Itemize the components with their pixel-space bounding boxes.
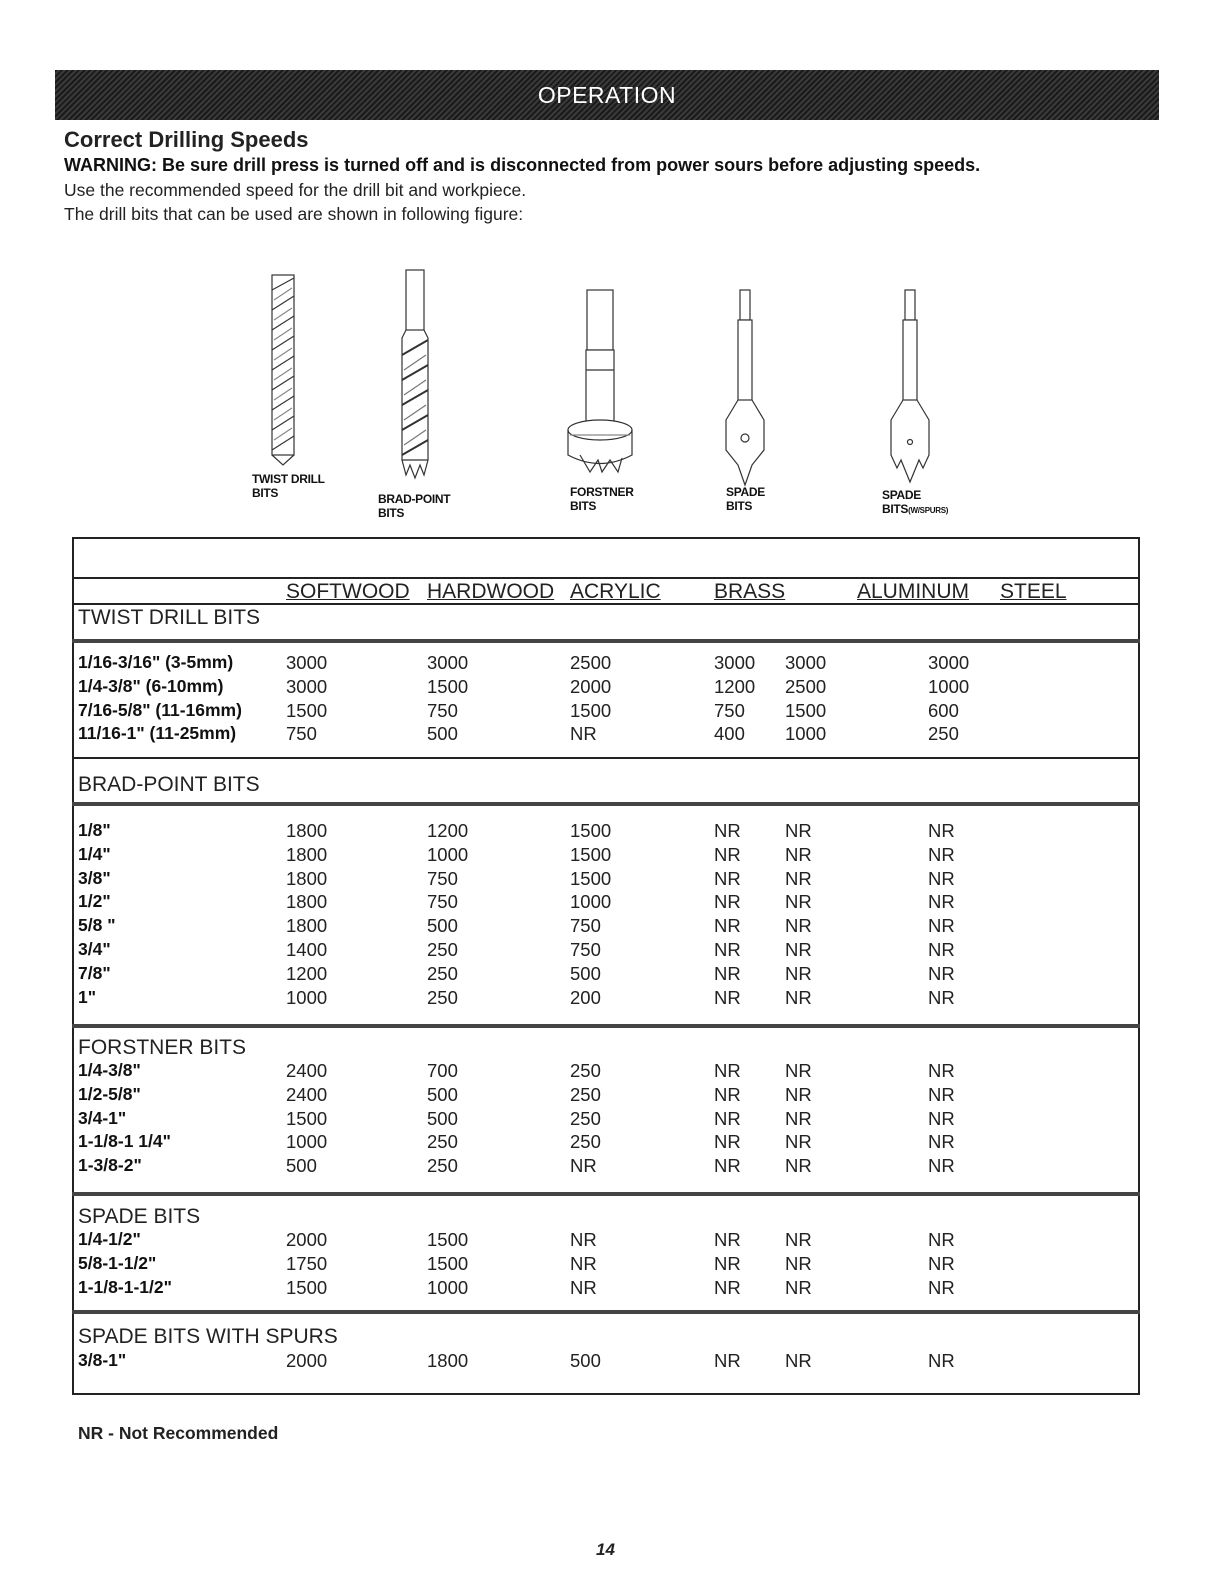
- speed-cell: 1500: [427, 1252, 469, 1274]
- group-title-twist: TWIST DRILL BITS: [78, 606, 261, 629]
- speed-cell: NR: [785, 915, 812, 937]
- group-title-brad-point: BRAD-POINT BITS: [78, 773, 260, 796]
- speed-cell: 1500: [785, 699, 827, 721]
- speed-cell: 750: [714, 699, 745, 721]
- speed-cell: NR: [714, 1155, 741, 1177]
- row-size-label: 1-1/8-1-1/2": [78, 1276, 172, 1297]
- speed-cell: 1500: [286, 1107, 328, 1129]
- table-rule: [72, 802, 1140, 806]
- speed-cell: 3000: [928, 652, 970, 673]
- speed-cell: 200: [570, 986, 601, 1008]
- speed-cell: 1800: [427, 1350, 469, 1371]
- section-title: Correct Drilling Speeds: [64, 127, 309, 152]
- speed-cell: NR: [928, 1060, 955, 1081]
- speed-cell: 1000: [785, 723, 827, 745]
- spade-bit-icon: [726, 290, 764, 485]
- group-title-spade: SPADE BITS: [78, 1205, 201, 1228]
- speed-cell: NR: [785, 986, 812, 1008]
- row-size-label: 1/4-1/2": [78, 1229, 141, 1249]
- group-title-spade-spurs: SPADE BITS WITH SPURS: [78, 1325, 338, 1348]
- speed-cell: 250: [427, 986, 458, 1008]
- column-header-acrylic: ACRYLIC: [570, 580, 661, 603]
- brad-point-bit-icon: [402, 270, 428, 478]
- speed-cell: 500: [427, 723, 458, 745]
- speed-cell: NR: [785, 1229, 812, 1250]
- speed-cell: 250: [570, 1107, 601, 1129]
- row-size-label: 1/2-5/8": [78, 1083, 141, 1104]
- speed-cell: 1800: [286, 891, 328, 913]
- speed-cell: NR: [714, 962, 741, 984]
- warning-text: WARNING: Be sure drill press is turned off and is disconnected from power sours before adjusting speeds.: [64, 155, 981, 175]
- speed-cell: 2000: [286, 1350, 328, 1371]
- speed-cell: 1000: [427, 1276, 469, 1298]
- speed-cell: 250: [570, 1131, 601, 1153]
- speed-cell: 250: [570, 1060, 601, 1081]
- drill-bits-figure: [230, 260, 1010, 530]
- speed-cell: 2400: [286, 1060, 328, 1081]
- speed-cell: 1500: [286, 1276, 328, 1298]
- speed-cell: 750: [570, 915, 601, 937]
- speed-cell: 1400: [286, 939, 328, 960]
- speed-cell: 500: [286, 1155, 317, 1177]
- speed-cell: 500: [570, 1350, 601, 1371]
- speed-cell: 2000: [570, 675, 612, 697]
- banner-title: OPERATION: [537, 81, 677, 108]
- speed-cell: NR: [714, 1252, 741, 1274]
- speed-cell: NR: [570, 723, 597, 745]
- speed-cell: 1200: [427, 820, 469, 841]
- speed-cell: NR: [714, 843, 741, 865]
- speed-cell: NR: [928, 962, 955, 984]
- speed-cell: 3000: [785, 652, 827, 673]
- column-header-brass: BRASS: [714, 580, 786, 603]
- table-rule: [72, 757, 1140, 759]
- speed-cell: NR: [928, 1229, 955, 1250]
- speed-cell: 1500: [570, 867, 612, 889]
- row-size-label: 5/8-1-1/2": [78, 1252, 157, 1273]
- speed-cell: NR: [785, 1131, 812, 1153]
- speed-cell: NR: [785, 1350, 812, 1371]
- speed-cell: NR: [928, 843, 955, 865]
- speed-cell: 1200: [286, 962, 328, 984]
- speed-cell: 400: [714, 723, 745, 745]
- column-header-softwood: SOFTWOOD: [286, 580, 410, 603]
- speed-cell: 3000: [714, 652, 756, 673]
- speed-cell: NR: [714, 915, 741, 937]
- column-header-hardwood: HARDWOOD: [427, 580, 555, 603]
- row-size-label: 1/8": [78, 820, 111, 840]
- speed-cell: NR: [928, 1252, 955, 1274]
- speed-cell: 600: [928, 699, 959, 721]
- row-size-label: 1-1/8-1 1/4": [78, 1131, 171, 1152]
- intro-line-2: The drill bits that can be used are shown in following figure:: [64, 204, 524, 224]
- speed-cell: 3000: [286, 652, 328, 673]
- speed-cell: 1800: [286, 867, 328, 889]
- speed-cell: NR: [785, 1107, 812, 1129]
- row-size-label: 1/16-3/16" (3-5mm): [78, 652, 234, 672]
- row-size-label: 1/2": [78, 891, 111, 912]
- speed-cell: 250: [570, 1083, 601, 1105]
- forstner-bit-icon: [568, 290, 632, 472]
- speed-cell: NR: [785, 867, 812, 889]
- row-size-label: 1/4-3/8" (6-10mm): [78, 675, 224, 696]
- footnote: NR - Not Recommended: [78, 1423, 279, 1443]
- table-rule: [72, 577, 1140, 579]
- speed-cell: 1200: [714, 675, 756, 697]
- speed-cell: NR: [785, 891, 812, 913]
- bit-label-spade-spurs: SPADE BITS(W/SPURS): [882, 488, 949, 516]
- speed-cell: NR: [928, 1131, 955, 1153]
- twist-drill-bit-icon: [272, 275, 294, 465]
- speed-cell: NR: [714, 1107, 741, 1129]
- speed-cell: 500: [427, 1107, 458, 1129]
- speed-cell: 750: [427, 867, 458, 889]
- speed-cell: 3000: [427, 652, 469, 673]
- speed-cell: NR: [928, 915, 955, 937]
- speed-cell: 750: [570, 939, 601, 960]
- speed-cell: 1500: [427, 675, 469, 697]
- speed-cell: 2000: [286, 1229, 328, 1250]
- speed-cell: 1000: [427, 843, 469, 865]
- speed-cell: NR: [570, 1276, 597, 1298]
- table-rule: [72, 1024, 1140, 1028]
- bit-label-brad-point: BRAD-POINT BITS: [378, 492, 451, 520]
- page-number: 14: [596, 1540, 615, 1559]
- row-size-label: 1-3/8-2": [78, 1155, 142, 1176]
- table-rule: [72, 1310, 1140, 1314]
- speed-cell: NR: [928, 1083, 955, 1105]
- speed-cell: 2500: [785, 675, 827, 697]
- row-size-label: 7/8": [78, 962, 111, 983]
- speed-cell: NR: [570, 1252, 597, 1274]
- speed-cell: NR: [714, 820, 741, 841]
- speed-cell: 500: [427, 1083, 458, 1105]
- speed-cell: 250: [427, 962, 458, 984]
- speed-cell: NR: [785, 1083, 812, 1105]
- speed-cell: 1000: [286, 1131, 328, 1153]
- section-banner: [55, 70, 1159, 120]
- speed-cell: NR: [928, 1350, 955, 1371]
- speed-cell: 250: [427, 939, 458, 960]
- row-size-label: 5/8 ": [78, 915, 116, 936]
- speed-cell: NR: [785, 843, 812, 865]
- speed-cell: 1000: [286, 986, 328, 1008]
- speed-cell: 2500: [570, 652, 612, 673]
- speed-cell: 1000: [570, 891, 612, 913]
- bit-label-forstner: FORSTNER BITS: [570, 485, 634, 513]
- speed-cell: NR: [714, 891, 741, 913]
- column-header-aluminum: ALUMINUM: [857, 580, 970, 603]
- speed-cell: NR: [714, 1131, 741, 1153]
- speed-cell: 500: [427, 915, 458, 937]
- speed-cell: NR: [714, 939, 741, 960]
- bit-label-spade: SPADE BITS: [726, 485, 765, 513]
- speed-cell: 1500: [570, 820, 612, 841]
- spade-spurs-bit-icon: [891, 290, 929, 482]
- intro-line-1: Use the recommended speed for the drill bit and workpiece.: [64, 180, 527, 200]
- speed-cell: NR: [928, 1107, 955, 1129]
- speed-cell: 1800: [286, 843, 328, 865]
- row-size-label: 1/4": [78, 843, 111, 864]
- speed-cell: NR: [928, 986, 955, 1008]
- speed-cell: NR: [928, 891, 955, 913]
- speed-cell: 1750: [286, 1252, 328, 1274]
- speed-cell: NR: [714, 1350, 741, 1371]
- speed-cell: NR: [928, 1276, 955, 1298]
- row-size-label: 3/8-1": [78, 1350, 127, 1370]
- speed-cell: NR: [570, 1229, 597, 1250]
- row-size-label: 3/8": [78, 867, 111, 888]
- speed-cell: 750: [427, 891, 458, 913]
- row-size-label: 3/4": [78, 939, 111, 959]
- speed-cell: 1500: [427, 1229, 469, 1250]
- speed-cell: 1500: [570, 843, 612, 865]
- speed-cell: NR: [570, 1155, 597, 1177]
- speed-cell: 500: [570, 962, 601, 984]
- speed-cell: 1000: [928, 675, 970, 697]
- speed-cell: NR: [785, 939, 812, 960]
- speed-cell: NR: [785, 1060, 812, 1081]
- speed-cell: 250: [427, 1131, 458, 1153]
- row-size-label: 1/4-3/8": [78, 1060, 141, 1080]
- speed-cell: 1500: [286, 699, 328, 721]
- speed-cell: 700: [427, 1060, 458, 1081]
- speed-cell: NR: [714, 1083, 741, 1105]
- speed-cell: 250: [928, 723, 959, 745]
- speed-cell: NR: [714, 867, 741, 889]
- speed-cell: 1800: [286, 915, 328, 937]
- speed-cell: NR: [785, 1155, 812, 1177]
- speed-cell: NR: [785, 962, 812, 984]
- speed-cell: NR: [785, 1276, 812, 1298]
- bit-label-twist: TWIST DRILL BITS: [252, 472, 325, 500]
- speed-cell: 2400: [286, 1083, 328, 1105]
- speed-cell: NR: [928, 1155, 955, 1177]
- row-size-label: 3/4-1": [78, 1107, 127, 1128]
- speed-cell: 750: [427, 699, 458, 721]
- row-size-label: 7/16-5/8" (11-16mm): [78, 699, 242, 720]
- speed-cell: NR: [785, 820, 812, 841]
- table-rule: [72, 1192, 1140, 1196]
- speed-cell: NR: [928, 939, 955, 960]
- row-size-label: 11/16-1" (11-25mm): [78, 723, 237, 744]
- table-rule: [72, 639, 1140, 643]
- speed-cell: NR: [928, 867, 955, 889]
- speed-cell: 250: [427, 1155, 458, 1177]
- speed-cell: NR: [714, 1229, 741, 1250]
- speed-cell: NR: [928, 820, 955, 841]
- speed-cell: 1800: [286, 820, 328, 841]
- speed-cell: NR: [714, 1276, 741, 1298]
- speed-cell: 750: [286, 723, 317, 745]
- speed-cell: 1500: [570, 699, 612, 721]
- column-header-steel: STEEL: [1000, 580, 1067, 603]
- speed-cell: 3000: [286, 675, 328, 697]
- speed-cell: NR: [785, 1252, 812, 1274]
- group-title-forstner: FORSTNER BITS: [78, 1036, 247, 1059]
- row-size-label: 1": [78, 986, 97, 1007]
- speed-cell: NR: [714, 986, 741, 1008]
- speed-cell: NR: [714, 1060, 741, 1081]
